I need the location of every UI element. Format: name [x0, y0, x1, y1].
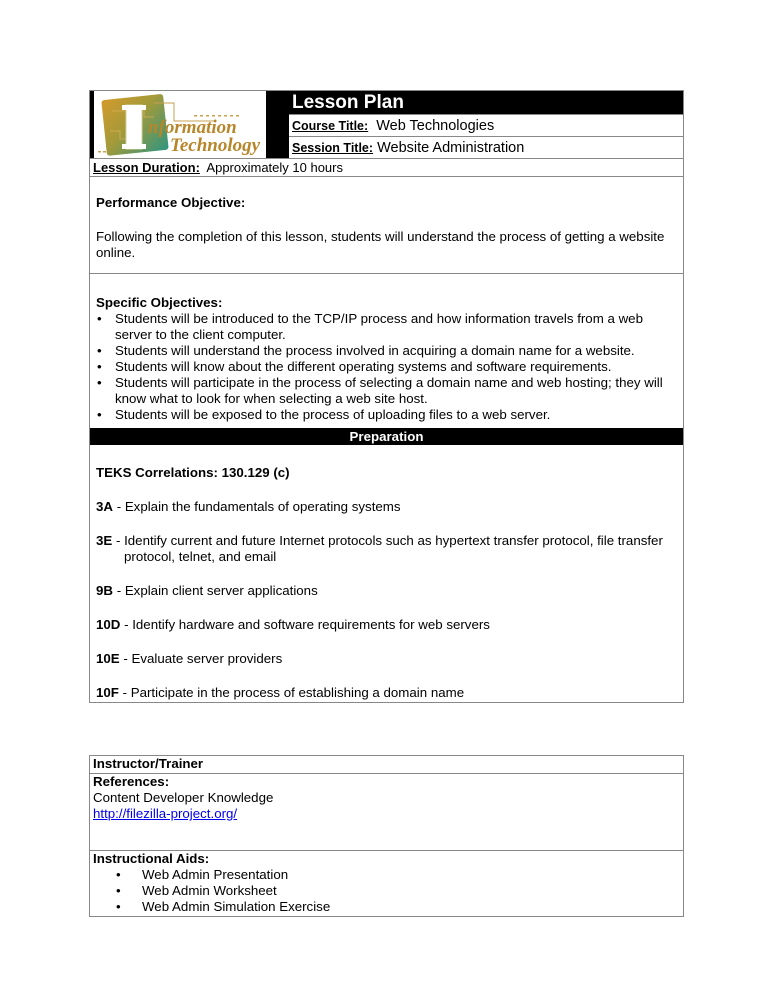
session-title-label: Session Title: [292, 141, 374, 155]
teks-item: 9B - Explain client server applications [96, 583, 318, 598]
preparation-header: Preparation [90, 428, 683, 445]
instructor-trainer-heading: Instructor/Trainer [90, 756, 683, 774]
teks-item: 10D - Identify hardware and software requirements for web servers [96, 617, 490, 632]
instructional-aids-list [90, 867, 683, 915]
lesson-duration-label: Lesson Duration: [93, 160, 200, 175]
performance-objective-heading: Performance Objective: [96, 195, 246, 210]
svg-text:nformation: nformation [148, 117, 237, 138]
bullet-icon: • [116, 867, 121, 882]
specific-objectives-section [90, 274, 683, 428]
list-item: • Students will understand the process involved in acquiring a domain name for a website. [97, 343, 635, 358]
teks-item: 3A - Explain the fundamentals of operating systems [96, 499, 401, 514]
course-title-row [289, 114, 683, 136]
instructional-aids-section [90, 851, 683, 916]
list-item: • Web Admin Worksheet [116, 883, 277, 898]
references-section [90, 774, 683, 851]
teks-item: 10E - Evaluate server providers [96, 651, 283, 666]
list-item: • Students will be exposed to the process of uploading files to a web server. [97, 407, 551, 422]
teks-heading: TEKS Correlations: 130.129 (c) [96, 465, 290, 480]
course-title-value: Web Technologies [376, 118, 495, 134]
teks-correlations-section [90, 445, 683, 702]
session-title-row [289, 136, 683, 158]
svg-text:Technology: Technology [170, 135, 261, 156]
list-item: • Students will be introduced to the TCP/IP process and how information travels from a web server to the client computer. [97, 311, 643, 342]
page-title: Lesson Plan [289, 91, 683, 114]
references-heading: References: [93, 774, 170, 789]
specific-objectives-list [96, 311, 677, 423]
information-technology-logo-icon [94, 91, 266, 158]
lesson-duration-value: Approximately 10 hours [206, 160, 343, 175]
performance-objective-section [90, 177, 683, 273]
lesson-body [89, 176, 684, 703]
bullet-icon: • [97, 359, 102, 374]
list-item: • Students will participate in the process of selecting a domain name and web hosting; they will know what to look for when selecting a web site host. [97, 375, 663, 406]
list-item: • Web Admin Presentation [116, 867, 289, 882]
bullet-icon: • [116, 883, 121, 898]
performance-objective-text: Following the completion of this lesson, students will understand the process of getting a website online. [96, 229, 665, 260]
instructor-trainer-table [89, 755, 684, 917]
bullet-icon: • [97, 311, 102, 326]
reference-item: Content Developer Knowledge [93, 790, 274, 805]
teks-item: 10F - Participate in the process of establishing a domain name [96, 685, 465, 700]
instructional-aids-heading: Instructional Aids: [93, 851, 210, 866]
bullet-icon: • [97, 407, 102, 422]
bullet-icon: • [97, 343, 102, 358]
bullet-icon: • [116, 899, 121, 914]
list-item: • Students will know about the different operating systems and software requirements. [97, 359, 612, 374]
lesson-plan-header [89, 90, 684, 177]
session-title-value: Website Administration [377, 140, 525, 156]
list-item: • Web Admin Simulation Exercise [116, 899, 331, 914]
bullet-icon: • [97, 375, 102, 390]
lesson-duration-row [90, 158, 683, 177]
course-title-label: Course Title: [292, 119, 369, 133]
filezilla-link[interactable]: http://filezilla-project.org/ [93, 806, 238, 821]
logo-cell [90, 91, 289, 158]
teks-item: 3E - Identify current and future Internet protocols such as hypertext transfer protocol, file transfer protocol, telnet, and email [96, 533, 663, 564]
specific-objectives-heading: Specific Objectives: [96, 295, 223, 310]
